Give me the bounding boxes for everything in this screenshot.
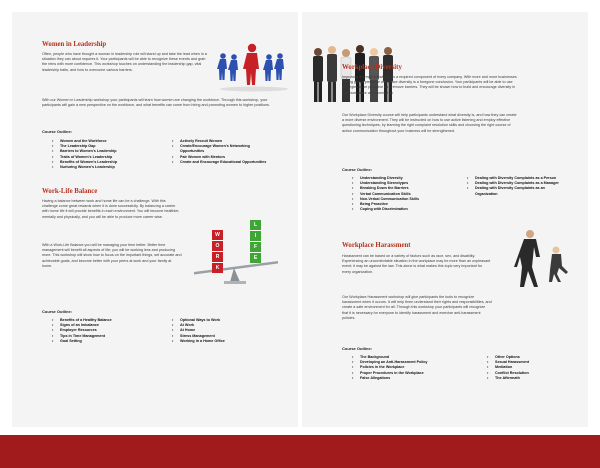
worklife-outline-title: Course Outline: [42,309,73,314]
list-item: • Policies in the Workplace [352,365,427,370]
list-item: • The Aftermath [487,376,529,381]
diversity-outline-col2 [467,176,567,197]
list-item: • Women and the Workforce [52,139,117,144]
harassment-illustration [502,224,584,290]
leadership-paragraph-2: With our Women in Leadership workshop your participants will learn how women are changing the workforce. Through this workshop, your participants will gain a new perspective on the workforce, and what benefits can come from hiring and promoting women to higher positions. [42,98,270,108]
list-item: • Mediation [487,365,529,370]
block-letter: W [212,230,223,241]
block-letter: E [250,253,261,263]
block-letter: I [250,231,261,242]
leadership-outline-title: Course Outline: [42,129,73,134]
list-item: • Barriers to Women's Leadership [52,149,117,154]
harassment-outline-col1 [352,355,427,381]
list-item: • Employer Resources [52,328,112,333]
brochure-spread [12,12,588,427]
list-item: • Pair Women with Mentors [172,155,272,160]
list-item: • Signs of an Imbalance [52,323,112,328]
list-item: • At Work [172,323,225,328]
list-item: • Coping with Discrimination [352,207,419,212]
list-item: • Understanding Diversity [352,176,419,181]
diversity-outline-title: Course Outline: [342,167,373,172]
list-item: • At Home [172,328,225,333]
diversity-outline-col1 [352,176,419,212]
section-title-workplace-harassment: Workplace Harassment [342,242,411,249]
block-letter: K [212,263,223,273]
work-blocks [212,230,223,273]
list-item: • Actively Recruit Women [172,139,272,144]
list-item: • Dealing with Diversity Complaints as a Manager [467,181,567,186]
list-item: • Understanding Stereotypes [352,181,419,186]
harassment-paragraph-2: Our Workplace Harassment workshop will give participants the tools to recognize harassment when it occurs. It will help them understand their rights and responsibilities, and create a safe environment for all. Through this workshop your participants will recognize that it is necessary for everyone to identify harassment and exercise anti-harassment policies. [342,295,492,320]
worklife-outline-col2 [172,318,225,344]
leadership-figures-illustration [210,42,292,92]
list-item: • Breaking Down the Barriers [352,186,419,191]
list-item: • The Background [352,355,427,360]
block-letter: O [212,241,223,252]
list-item: • Being Proactive [352,202,419,207]
block-letter: R [212,252,223,263]
block-letter: L [250,220,261,231]
footer-bar [0,435,600,468]
list-item: • Dealing with Diversity Complaints as a Person [467,176,567,181]
list-item: • Benefits of a Healthy Balance [52,318,112,323]
list-item: • Non-Verbal Communication Skills [352,197,419,202]
harassment-outline-col2 [487,355,529,381]
list-item: • Benefits of Women's Leadership [52,160,117,165]
life-blocks [250,220,261,263]
block-letter: F [250,242,261,253]
section-title-workplace-diversity: Workplace Diversity [342,64,402,71]
list-item: • The Leadership Gap [52,144,117,149]
leadership-outline-col2 [172,139,272,165]
list-item: • False Allegations [352,376,427,381]
leadership-outline-col1 [52,139,117,170]
list-item: • Goal Setting [52,339,112,344]
harassment-paragraph-1: Harassment can be based on a variety of factors such as race, sex, and disability. Experiencing an uncomfortable situation in the workplace may be more than an unpleasant event; it may be against the law. This alone is what makes this topic very important for every organization. [342,254,491,274]
section-title-women-leadership: Women in Leadership [42,41,107,48]
leadership-paragraph-1: Often, people who have thought a woman in leadership role will stand up and take the lead when in a situation they can about requires it. Your participants will be able to recognize these events and grab the reins with more confidence. This workshop touches on understanding the leadership gap, vital leadership traits, and how to overcome various barriers. [42,52,207,72]
work-life-seesaw-illustration [190,216,282,286]
list-item: • Working in a Home Office [172,339,225,344]
right-page [302,12,588,427]
list-item: • Create/Encourage Women's Networking Opportunities [172,144,272,154]
section-title-work-life-balance: Work-Life Balance [42,188,98,195]
list-item: • Stress Management [172,334,225,339]
list-item: • Developing an Anti-Harassment Policy [352,360,427,365]
worklife-paragraph-1: Having a balance between work and home life can be a challenge. With this challenge come great rewards when it is done successfully. By balancing a career with home life it will provide benefits in each environment. You will become healthier, mentally and physically, and you will be able to produce more career wise. [42,199,180,219]
worklife-paragraph-2: With a Work-Life Balance you will be managing your time better. Better time management will benefit all aspects of life; you will be working less and producing more. This workshop will show how to focus on the important things, set accurate and achievable goals, and become better with your peers at work and your family at home. [42,243,182,268]
list-item: • Conflict Resolution [487,371,529,376]
list-item: • Optional Ways to Work [172,318,225,323]
list-item: • Create and Encourage Educational Opportunities [172,160,272,165]
worklife-outline-col1 [52,318,112,344]
list-item: • Traits of Women's Leadership [52,155,117,160]
list-item: • Sexual Harassment [487,360,529,365]
list-item: • Nurturing Women's Leadership [52,165,117,170]
list-item: • Other Options [487,355,529,360]
diversity-paragraph-1: Improving diversity knowledge is a required component of every company. With more and more businesses having global presence workplace diversity is a foregone conclusion. Your participants will be able to use strategies to be proactive and remove barriers. They will be shown how to build and encourage diversity in their workplace and community. [342,75,517,95]
left-page [12,12,298,427]
diversity-paragraph-2: Our Workplace Diversity course will help participants understand what diversity is, and how they can create a more diverse environment. They will be instructed on how to use active listening and employ effective questioning techniques, by learning the right complaint resolution skills and choosing the right course of action communication throughout your business will be strengthened. [342,113,517,133]
list-item: • Tips in Time Management [52,334,112,339]
list-item: • Verbal Communication Skills [352,192,419,197]
harassment-outline-title: Course Outline: [342,346,373,351]
list-item: • Proper Procedures in the Workplace [352,371,427,376]
list-item: • Dealing with Diversity Complaints as an Organization [467,186,567,196]
